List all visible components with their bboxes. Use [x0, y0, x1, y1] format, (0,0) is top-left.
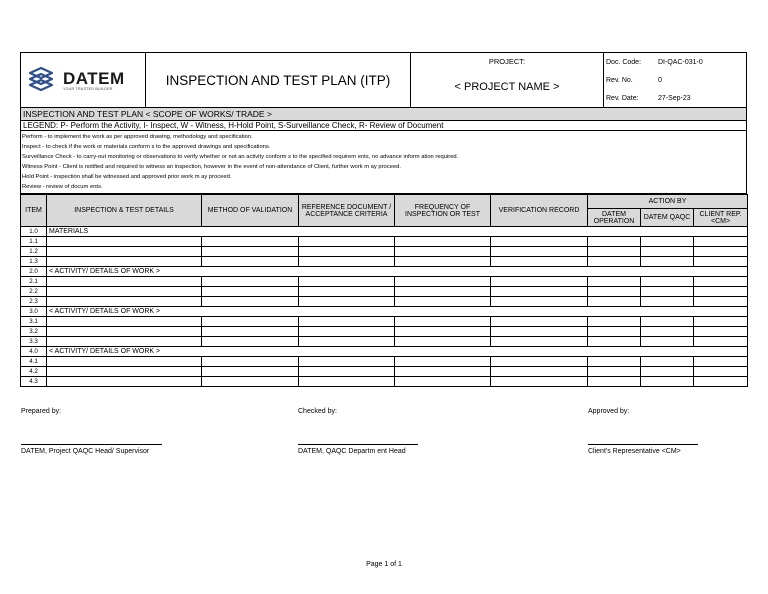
table-cell[interactable] — [395, 297, 491, 307]
table-cell[interactable] — [588, 277, 641, 287]
item-number: 3.2 — [21, 327, 47, 337]
table-cell[interactable] — [641, 237, 694, 247]
checked-signature-line — [298, 444, 418, 445]
table-cell[interactable] — [491, 237, 588, 247]
table-cell[interactable] — [588, 257, 641, 267]
table-cell[interactable] — [299, 327, 395, 337]
header-table — [20, 52, 747, 108]
table-cell[interactable] — [202, 317, 299, 327]
table-cell[interactable] — [641, 247, 694, 257]
approved-signature-line — [588, 444, 698, 445]
item-number: 2.1 — [21, 277, 47, 287]
table-cell[interactable] — [395, 367, 491, 377]
table-cell[interactable] — [202, 297, 299, 307]
table-cell[interactable] — [641, 377, 694, 387]
table-cell[interactable] — [694, 277, 748, 287]
definition-hold: Hold Point - inspection shall be witnessed and approved prior work m ay proceed. — [22, 174, 232, 180]
table-row — [21, 287, 748, 297]
definition-review: Review - review of docum ents. — [22, 184, 103, 190]
table-cell[interactable] — [299, 257, 395, 267]
table-cell[interactable] — [491, 277, 588, 287]
table-cell[interactable] — [694, 297, 748, 307]
section-title: < ACTIVITY/ DETAILS OF WORK > — [47, 267, 748, 277]
table-cell[interactable] — [299, 377, 395, 387]
table-cell[interactable] — [641, 337, 694, 347]
table-cell[interactable] — [641, 277, 694, 287]
section-row — [21, 307, 748, 317]
itp-document — [20, 52, 748, 387]
table-cell[interactable] — [641, 327, 694, 337]
logo-cell — [21, 53, 146, 108]
table-cell[interactable] — [491, 327, 588, 337]
item-number: 1.3 — [21, 257, 47, 267]
item-number: 4.3 — [21, 377, 47, 387]
table-cell[interactable] — [47, 317, 202, 327]
table-cell[interactable] — [694, 367, 748, 377]
rev-no-value: 0 — [658, 76, 662, 84]
table-cell[interactable] — [694, 317, 748, 327]
table-cell[interactable] — [395, 277, 491, 287]
col-header-verification: VERIFICATION RECORD — [491, 195, 588, 227]
table-row — [21, 377, 748, 387]
table-cell[interactable] — [202, 247, 299, 257]
section-number: 2.0 — [21, 267, 47, 277]
section-title: < ACTIVITY/ DETAILS OF WORK > — [47, 307, 748, 317]
item-number: 3.3 — [21, 337, 47, 347]
table-cell[interactable] — [299, 237, 395, 247]
table-cell[interactable] — [47, 237, 202, 247]
table-cell[interactable] — [641, 357, 694, 367]
table-row — [21, 327, 748, 337]
table-cell[interactable] — [202, 327, 299, 337]
table-cell[interactable] — [202, 277, 299, 287]
table-cell[interactable] — [491, 337, 588, 347]
table-row — [21, 277, 748, 287]
document-title: INSPECTION AND TEST PLAN (ITP) — [146, 53, 411, 108]
rev-no-label: Rev. No. — [606, 76, 633, 84]
table-cell[interactable] — [202, 377, 299, 387]
table-cell[interactable] — [395, 247, 491, 257]
project-cell — [411, 53, 604, 108]
brand-tagline: YOUR TRUSTED BUILDER — [63, 86, 113, 91]
section-row — [21, 227, 748, 237]
section-row — [21, 347, 748, 357]
section-number: 3.0 — [21, 307, 47, 317]
table-cell[interactable] — [491, 247, 588, 257]
project-label: PROJECT: — [488, 57, 526, 66]
table-cell[interactable] — [47, 327, 202, 337]
prepared-signature-line — [21, 444, 162, 445]
item-number: 2.3 — [21, 297, 47, 307]
table-cell[interactable] — [491, 297, 588, 307]
brand-name: DATEM — [63, 68, 125, 88]
definition-surveillance: Surveillance Check - to carry-out monitoring or observations to verify whether or not an activity conform s to the specified requirem ents, no advance inform ation required. — [22, 154, 459, 160]
col-header-details: INSPECTION & TEST DETAILS — [47, 195, 202, 227]
table-cell[interactable] — [395, 257, 491, 267]
table-cell[interactable] — [202, 357, 299, 367]
table-cell[interactable] — [47, 257, 202, 267]
table-cell[interactable] — [47, 247, 202, 257]
table-cell[interactable] — [588, 377, 641, 387]
table-cell[interactable] — [299, 287, 395, 297]
table-cell[interactable] — [202, 337, 299, 347]
approved-by-label: Approved by: — [588, 408, 630, 415]
prepared-by-role: DATEM, Project QAQC Head/ Supervisor — [21, 448, 150, 455]
table-cell[interactable] — [395, 337, 491, 347]
table-cell[interactable] — [202, 237, 299, 247]
doc-code-label: Doc. Code: — [606, 58, 642, 66]
table-cell[interactable] — [491, 367, 588, 377]
item-number: 3.1 — [21, 317, 47, 327]
col-header-datem-operation: DATEM OPERATION — [588, 209, 641, 227]
table-cell[interactable] — [202, 257, 299, 267]
table-cell[interactable] — [588, 287, 641, 297]
table-cell[interactable] — [299, 317, 395, 327]
definitions-block — [20, 131, 747, 194]
table-row — [21, 317, 748, 327]
definition-inspect: Inspect - to check if the work or materials conform s to the approved drawings and specifications. — [22, 144, 271, 150]
doc-code-value: DI-QAC-031-0 — [658, 58, 703, 66]
col-header-reference: REFERENCE DOCUMENT / ACCEPTANCE CRITERIA — [299, 195, 395, 227]
table-row — [21, 297, 748, 307]
datem-logo-icon — [27, 66, 55, 94]
table-cell[interactable] — [694, 377, 748, 387]
doc-info-cell — [604, 53, 747, 108]
item-number: 1.1 — [21, 237, 47, 247]
table-row — [21, 357, 748, 367]
table-cell[interactable] — [395, 317, 491, 327]
table-cell[interactable] — [47, 337, 202, 347]
table-cell[interactable] — [299, 337, 395, 347]
table-cell[interactable] — [694, 237, 748, 247]
table-cell[interactable] — [202, 287, 299, 297]
section-title: MATERIALS — [47, 227, 748, 237]
table-cell[interactable] — [299, 277, 395, 287]
scope-bar: INSPECTION AND TEST PLAN < SCOPE OF WORKS/ TRADE > — [20, 108, 747, 121]
table-cell[interactable] — [47, 297, 202, 307]
table-cell[interactable] — [491, 287, 588, 297]
table-row — [21, 367, 748, 377]
item-number: 1.2 — [21, 247, 47, 257]
approved-by-role: Client's Representative <CM> — [588, 448, 681, 455]
checked-by-role: DATEM, QAQC Departm ent Head — [298, 448, 406, 455]
prepared-by-label: Prepared by: — [21, 408, 62, 415]
table-cell[interactable] — [491, 317, 588, 327]
table-cell[interactable] — [299, 297, 395, 307]
checked-by-label: Checked by: — [298, 408, 337, 415]
item-number: 4.1 — [21, 357, 47, 367]
table-cell[interactable] — [694, 247, 748, 257]
table-cell[interactable] — [47, 367, 202, 377]
table-cell[interactable] — [641, 287, 694, 297]
table-cell[interactable] — [47, 357, 202, 367]
table-cell[interactable] — [47, 377, 202, 387]
itp-table — [20, 194, 748, 387]
legend-bar: LEGEND: P- Perform the Activity, I- Inspect, W - Witness, H-Hold Point, S-Surveillance Check, R- Review of Document — [20, 121, 747, 131]
table-cell[interactable] — [694, 257, 748, 267]
table-cell[interactable] — [588, 327, 641, 337]
table-cell[interactable] — [395, 357, 491, 367]
definition-perform: Perform - to implement the work as per approved drawing, methodology and specification. — [22, 134, 253, 140]
table-cell[interactable] — [491, 357, 588, 367]
definition-witness: Witness Point - Client is notified and required to witness an inspection, however in the event of non-attendance of Client, further work m ay proceed. — [22, 164, 401, 170]
table-cell[interactable] — [588, 247, 641, 257]
table-cell[interactable] — [694, 327, 748, 337]
table-cell[interactable] — [641, 297, 694, 307]
table-cell[interactable] — [694, 337, 748, 347]
company-logo — [27, 66, 139, 94]
col-header-method: METHOD OF VALIDATION — [202, 195, 299, 227]
section-title: < ACTIVITY/ DETAILS OF WORK > — [47, 347, 748, 357]
table-cell[interactable] — [47, 277, 202, 287]
table-cell[interactable] — [694, 357, 748, 367]
col-header-item: ITEM — [21, 195, 47, 227]
table-cell[interactable] — [299, 247, 395, 257]
item-number: 4.2 — [21, 367, 47, 377]
item-number: 2.2 — [21, 287, 47, 297]
table-row — [21, 247, 748, 257]
col-header-client-rep: CLIENT REP. <CM> — [694, 209, 748, 227]
rev-date-value: 27-Sep-23 — [658, 94, 691, 102]
table-cell[interactable] — [588, 367, 641, 377]
table-cell[interactable] — [588, 337, 641, 347]
table-cell[interactable] — [588, 297, 641, 307]
project-name: < PROJECT NAME > — [454, 81, 560, 93]
table-cell[interactable] — [299, 367, 395, 377]
table-cell[interactable] — [641, 257, 694, 267]
table-cell[interactable] — [395, 237, 491, 247]
table-cell[interactable] — [641, 367, 694, 377]
table-row — [21, 257, 748, 267]
rev-date-label: Rev. Date: — [606, 94, 639, 102]
table-cell[interactable] — [588, 317, 641, 327]
table-cell[interactable] — [491, 257, 588, 267]
table-cell[interactable] — [588, 237, 641, 247]
section-number: 1.0 — [21, 227, 47, 237]
table-cell[interactable] — [299, 357, 395, 367]
table-cell[interactable] — [47, 287, 202, 297]
col-header-frequency: FREQUENCY OF INSPECTION OR TEST — [395, 195, 491, 227]
table-cell[interactable] — [694, 287, 748, 297]
table-row — [21, 237, 748, 247]
col-header-action-by: ACTION BY — [588, 195, 748, 209]
table-cell[interactable] — [202, 367, 299, 377]
section-number: 4.0 — [21, 347, 47, 357]
table-cell[interactable] — [395, 377, 491, 387]
table-cell[interactable] — [395, 327, 491, 337]
page-number: Page 1 of 1 — [366, 561, 402, 568]
table-row — [21, 337, 748, 347]
table-cell[interactable] — [395, 287, 491, 297]
col-header-datem-qaqc: DATEM QAQC — [641, 209, 694, 227]
section-row — [21, 267, 748, 277]
table-cell[interactable] — [491, 377, 588, 387]
table-cell[interactable] — [588, 357, 641, 367]
table-cell[interactable] — [641, 317, 694, 327]
